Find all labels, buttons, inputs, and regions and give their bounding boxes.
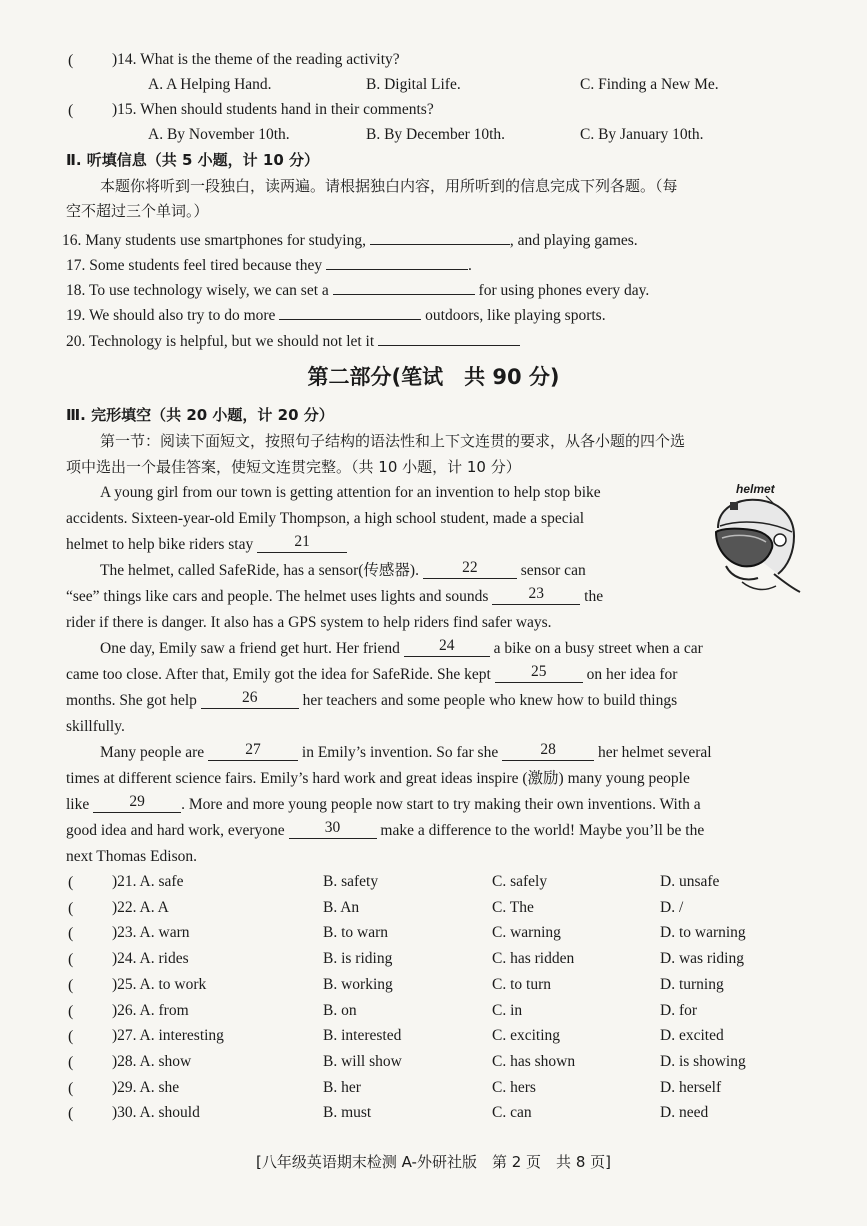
cloze-blank-26[interactable]: [201, 691, 299, 709]
option-a: )22. A. A: [112, 899, 169, 916]
option-b: B. her: [323, 1079, 361, 1096]
answer-paren[interactable]: (: [68, 977, 74, 994]
cloze-blank-22[interactable]: [423, 561, 517, 579]
section-3-instruction-1: 第一节：阅读下面短文，按照句子结构的语法性和上下文连贯的要求，从各小题的四个选: [100, 432, 686, 450]
passage-text: on her idea for: [586, 666, 678, 683]
passage-text: “see” things like cars and people. The helmet uses lights and sounds: [66, 588, 489, 605]
option-c: C. The: [492, 899, 534, 916]
section-3-instruction-2: 项中选出一个最佳答案，使短文连贯完整。（共 10 小题，计 10 分）: [66, 458, 521, 476]
option-d: D. excited: [660, 1027, 724, 1044]
answer-paren[interactable]: (: [68, 1054, 74, 1071]
option-d: D. was riding: [660, 950, 744, 967]
section-2-title: Ⅱ. 听填信息（共 5 小题，计 10 分）: [66, 151, 320, 169]
q17-text-after: .: [467, 257, 472, 274]
option-b: B. working: [323, 976, 393, 993]
option-d: D. /: [660, 899, 684, 916]
answer-paren[interactable]: (: [68, 1105, 74, 1122]
q18-text-after: for using phones every day.: [478, 282, 650, 299]
passage-line-11: [100, 743, 712, 763]
q16-text-before: 16. Many students use smartphones for studying,: [62, 232, 366, 249]
option-c: C. safely: [492, 873, 548, 890]
helmet-icon: [708, 482, 804, 594]
q18-blank[interactable]: [333, 277, 475, 295]
passage-text: like: [66, 796, 90, 813]
passage-line-8: [66, 665, 677, 685]
passage-line-4: [100, 561, 586, 581]
passage-text: her helmet several: [597, 744, 712, 761]
passage-line-2: accidents. Sixteen-year-old Emily Thompson, a high school student, made a special: [66, 510, 585, 527]
section-2-instruction-2: 空不超过三个单词。）: [66, 202, 209, 220]
option-d: D. is showing: [660, 1053, 746, 1070]
helmet-label: helmet: [736, 482, 775, 496]
q19-text-before: 19. We should also try to do more: [66, 307, 276, 324]
option-a: )28. A. show: [112, 1053, 192, 1070]
q17-text-before: 17. Some students feel tired because they: [66, 257, 323, 274]
answer-paren[interactable]: (: [68, 900, 74, 917]
passage-text: . More and more young people now start to try making their own inventions. With a: [181, 796, 701, 813]
option-b: B. safety: [323, 873, 379, 890]
passage-text: came too close. After that, Emily got the idea for SafeRide. She kept: [66, 666, 491, 683]
option-c: C. can: [492, 1104, 532, 1121]
blank-number: 28: [540, 741, 556, 758]
blank-number: 29: [129, 793, 145, 810]
option-d: D. unsafe: [660, 873, 720, 890]
passage-line-10: skillfully.: [66, 718, 125, 735]
option-d: D. for: [660, 1002, 698, 1019]
blank-number: 27: [245, 741, 261, 758]
answer-paren[interactable]: (: [68, 1080, 74, 1097]
passage-text: helmet to help bike riders stay: [66, 536, 254, 553]
option-b: B. on: [323, 1002, 357, 1019]
question-16: [62, 227, 638, 251]
q20-blank[interactable]: [378, 328, 520, 346]
blank-number: 23: [528, 585, 545, 602]
part-2-title: 第二部分(笔试 共 90 分): [307, 365, 560, 389]
option-b: B. interested: [323, 1027, 402, 1044]
option-d: D. turning: [660, 976, 724, 993]
cloze-blank-27[interactable]: [208, 743, 298, 761]
cloze-blank-24[interactable]: [404, 639, 490, 657]
passage-line-5: [66, 587, 603, 607]
option-c: C. hers: [492, 1079, 536, 1096]
answer-paren[interactable]: (: [68, 925, 74, 942]
passage-line-9: [66, 691, 677, 711]
option-d: D. to warning: [660, 924, 746, 941]
cloze-blank-29[interactable]: [93, 795, 181, 813]
passage-line-1: A young girl from our town is getting attention for an invention to help stop bike: [100, 484, 601, 501]
answer-paren-14: (: [68, 52, 74, 69]
q16-text-after: , and playing games.: [509, 232, 638, 249]
option-a: )24. A. rides: [112, 950, 189, 967]
passage-text: The helmet, called SafeRide, has a sensor(传感器).: [100, 562, 419, 579]
passage-line-7: [100, 639, 703, 659]
option-b: B. will show: [323, 1053, 402, 1070]
passage-line-12: times at different science fairs. Emily’s hard work and great ideas inspire (激励) many young people: [66, 770, 690, 787]
q14-option-a: A. A Helping Hand.: [148, 76, 272, 93]
answer-paren[interactable]: (: [68, 1003, 74, 1020]
blank-number: 21: [294, 533, 310, 550]
passage-line-14: [66, 821, 704, 841]
cloze-blank-28[interactable]: [502, 743, 594, 761]
option-b: B. is riding: [323, 950, 393, 967]
q18-text-before: 18. To use technology wisely, we can set a: [66, 282, 329, 299]
passage-text: in Emily’s invention. So far she: [301, 744, 499, 761]
option-c: C. has shown: [492, 1053, 576, 1070]
q19-blank[interactable]: [279, 302, 421, 320]
passage-text: One day, Emily saw a friend get hurt. Her friend: [100, 640, 400, 657]
question-17: [66, 252, 472, 276]
option-c: C. has ridden: [492, 950, 575, 967]
option-a: )27. A. interesting: [112, 1027, 224, 1044]
q20-text-before: 20. Technology is helpful, but we should not let it: [66, 333, 375, 350]
option-a: )23. A. warn: [112, 924, 190, 941]
question-19: [66, 302, 606, 326]
blank-number: 26: [242, 689, 258, 706]
q14-option-c: C. Finding a New Me.: [580, 76, 719, 93]
passage-text: months. She got help: [66, 692, 197, 709]
answer-paren-15: (: [68, 102, 74, 119]
question-15-stem: )15. When should students hand in their comments?: [112, 101, 434, 118]
option-a: )21. A. safe: [112, 873, 184, 890]
passage-text: good idea and hard work, everyone: [66, 822, 285, 839]
q19-text-after: outdoors, like playing sports.: [425, 307, 606, 324]
option-c: C. warning: [492, 924, 561, 941]
answer-paren[interactable]: (: [68, 874, 74, 891]
option-c: C. in: [492, 1002, 523, 1019]
passage-line-13: [66, 795, 701, 815]
q15-option-b: B. By December 10th.: [366, 126, 506, 143]
blank-number: 30: [324, 819, 341, 836]
passage-text: make a difference to the world! Maybe you’ll be the: [380, 822, 705, 839]
option-b: B. An: [323, 899, 360, 916]
q16-blank[interactable]: [370, 227, 510, 245]
passage-line-15: next Thomas Edison.: [66, 848, 198, 865]
q15-option-c: C. By January 10th.: [580, 126, 704, 143]
option-a: )30. A. should: [112, 1104, 200, 1121]
page-footer: [八年级英语期末检测 A-外研社版 第 2 页 共 8 页]: [256, 1153, 611, 1171]
q15-option-a: A. By November 10th.: [148, 126, 290, 143]
question-20: [66, 328, 520, 352]
option-c: C. exciting: [492, 1027, 561, 1044]
answer-paren[interactable]: (: [68, 1028, 74, 1045]
passage-text: her teachers and some people who knew how to build things: [302, 692, 678, 709]
passage-line-3: [66, 535, 347, 555]
q14-option-b: B. Digital Life.: [366, 76, 461, 93]
option-c: C. to turn: [492, 976, 551, 993]
passage-text: Many people are: [100, 744, 205, 761]
blank-number: 25: [530, 663, 547, 680]
question-14-stem: )14. What is the theme of the reading activity?: [112, 51, 400, 68]
option-b: B. must: [323, 1104, 372, 1121]
section-3-title: Ⅲ. 完形填空（共 20 小题，计 20 分）: [66, 406, 334, 424]
blank-number: 24: [438, 637, 455, 654]
option-a: )29. A. she: [112, 1079, 180, 1096]
option-b: B. to warn: [323, 924, 389, 941]
passage-line-6: rider if there is danger. It also has a GPS system to help riders find safer ways.: [66, 614, 552, 631]
option-a: )26. A. from: [112, 1002, 189, 1019]
cloze-blank-30[interactable]: [289, 821, 377, 839]
option-a: )25. A. to work: [112, 976, 207, 993]
passage-text: sensor can: [520, 562, 586, 579]
cloze-blank-23[interactable]: [492, 587, 580, 605]
blank-number: 22: [462, 559, 478, 576]
option-d: D. need: [660, 1104, 709, 1121]
section-2-instruction-1: 本题你将听到一段独白，读两遍。请根据独白内容，用所听到的信息完成下列各题。（每: [100, 177, 678, 195]
option-d: D. herself: [660, 1079, 722, 1096]
helmet-illustration: [708, 482, 804, 594]
cloze-blank-21[interactable]: [257, 535, 347, 553]
passage-text: the: [584, 588, 604, 605]
question-18: [66, 277, 649, 301]
q17-blank[interactable]: [326, 252, 468, 270]
answer-paren[interactable]: (: [68, 951, 74, 968]
cloze-blank-25[interactable]: [495, 665, 583, 683]
passage-text: a bike on a busy street when a car: [493, 640, 703, 657]
